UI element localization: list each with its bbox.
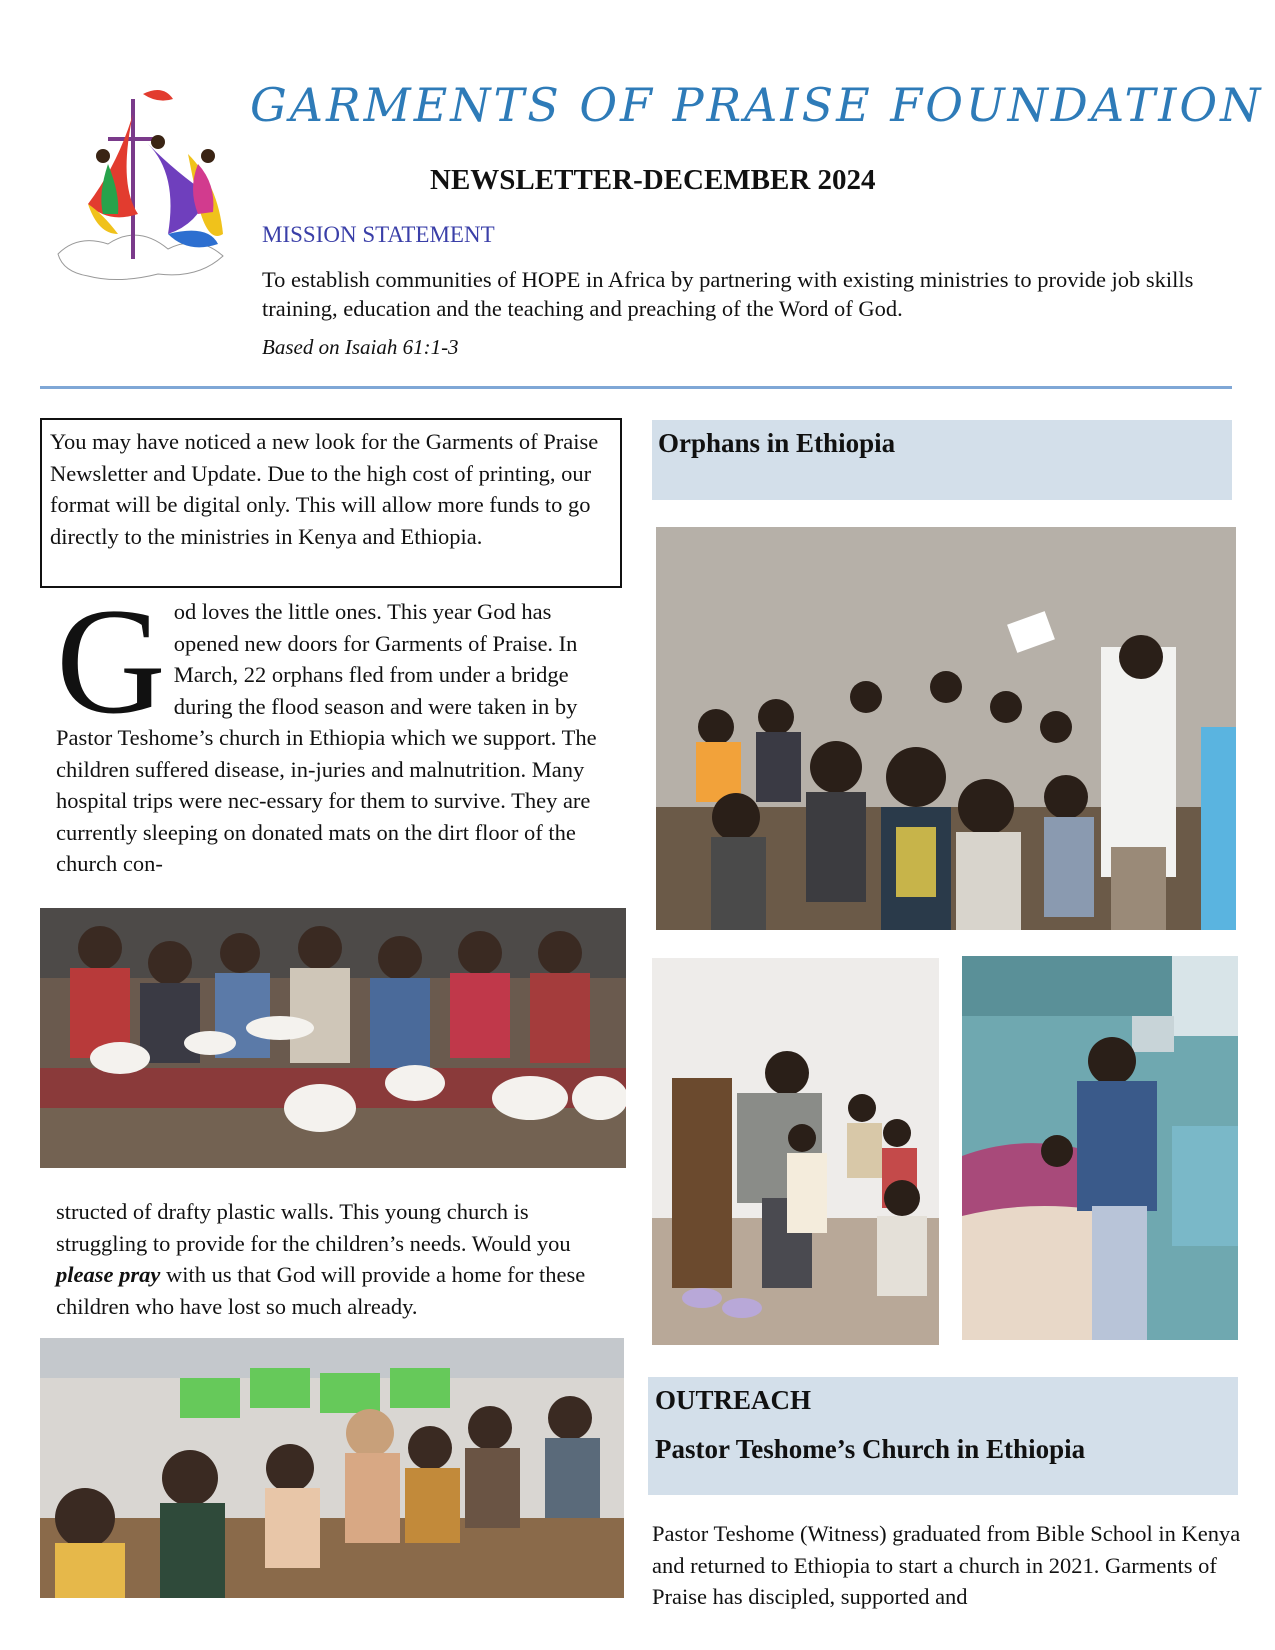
mission-statement-text: To establish communities of HOPE in Africa by partnering with existing ministries to provide job skills training, education and the teaching and preaching of the Word of God.: [262, 267, 1194, 321]
orphans-heading: Orphans in Ethiopia: [658, 428, 896, 458]
outreach-subheading: Pastor Teshome’s Church in Ethiopia: [655, 1434, 1086, 1464]
outreach-section-header: [648, 1377, 1238, 1495]
pastor-hospital-visit-photo: [962, 956, 1238, 1340]
digital-format-notice: [40, 418, 622, 588]
orphans-story-continued: [56, 1196, 616, 1322]
notice-text: You may have noticed a new look for the Garments of Praise Newsletter and Update. Due to the high cost of printing, our format will be digital only. This will allow more funds to go directly to the ministries in Kenya and Ethiopia.: [50, 429, 599, 549]
foundation-logo: [48, 84, 238, 294]
story-text-part3: with us that God will provide a home for these children who have lost so much already.: [56, 1262, 586, 1319]
story-text-part2: structed of drafty plastic walls. This young church is struggling to provide for the children’s needs. Would you: [56, 1199, 571, 1256]
organization-title: GARMENTS OF PRAISE FOUNDATION: [250, 78, 1264, 132]
outreach-text: Pastor Teshome (Witness) graduated from Bible School in Kenya and returned to Ethiopia to start a church in 2021. Garments of Praise has discipled, supported and: [652, 1521, 1241, 1609]
mission-statement-heading: MISSION STATEMENT: [262, 222, 495, 247]
please-pray-emphasis: please pray: [56, 1262, 161, 1287]
dancing-women-logo-icon: [48, 84, 238, 294]
newsletter-date-heading: NEWSLETTER-DECEMBER 2024: [430, 164, 876, 196]
drop-cap: G: [56, 577, 166, 745]
pastor-with-children-photo: [652, 958, 939, 1345]
orphans-group-photo: [656, 527, 1236, 930]
story-text-part1: od loves the little ones. This year God has opened new doors for Garments of Praise. In March, 22 orphans fled from under a bridge during the flood season and were taken in by Pastor Teshome’s church in Ethiopia which we support. The children suffered disease, in-juries and malnutrition. Many hospital trips were nec-essary for them to survive. They are currently sleeping on donated mats on the dirt floor of the church con-: [56, 599, 597, 876]
orphans-section-header: [652, 420, 1232, 500]
header-divider: [40, 386, 1232, 389]
orphans-story: [56, 577, 616, 880]
scripture-reference: Based on Isaiah 61:1-3: [262, 335, 459, 359]
children-eating-photo: [40, 908, 626, 1168]
church-children-photo: [40, 1338, 624, 1598]
outreach-heading: OUTREACH: [655, 1385, 812, 1415]
